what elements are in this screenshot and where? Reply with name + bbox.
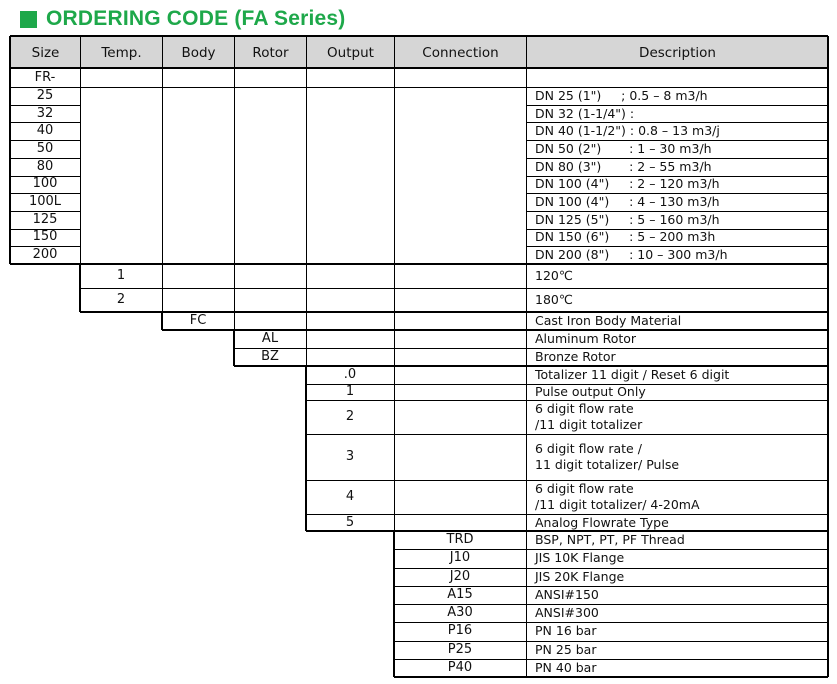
output-description: 6 digit flow rate /	[535, 441, 642, 456]
col-line	[827, 366, 829, 531]
col-line	[827, 264, 829, 312]
header-bottom-border	[10, 67, 828, 69]
col-line	[234, 68, 235, 264]
col-line	[306, 330, 307, 366]
rotor-code: BZ	[261, 349, 279, 364]
rotor-description: Bronze Rotor	[535, 349, 616, 364]
temp-code: 2	[116, 292, 126, 307]
col-line	[234, 312, 235, 330]
output-description: 6 digit flow rate	[535, 481, 634, 496]
connection-code: A15	[447, 586, 473, 602]
col-line	[526, 312, 527, 330]
header-divider	[394, 36, 395, 68]
header-divider	[234, 36, 235, 68]
size-description: DN 40 (1-1/2") : 0.8 – 13 m3/j	[535, 123, 720, 139]
rotor-description: Aluminum Rotor	[535, 331, 637, 346]
col-line	[162, 264, 163, 312]
col-line	[827, 68, 829, 264]
connection-description: PN 16 bar	[535, 623, 597, 639]
connection-description: JIS 20K Flange	[535, 568, 625, 584]
size-description: DN 100 (4") : 2 – 120 m3/h	[535, 176, 720, 192]
connection-code: A30	[447, 605, 473, 621]
output-code: 5	[345, 514, 355, 530]
col-line	[526, 330, 527, 366]
body-description: Cast Iron Body Material	[535, 313, 682, 328]
col-line	[234, 264, 235, 312]
header-divider	[162, 36, 163, 68]
col-line	[306, 68, 307, 264]
col-line	[526, 531, 527, 677]
size-description: DN 32 (1-1/4") :	[535, 105, 635, 121]
connection-code: J20	[449, 568, 471, 584]
connection-code: TRD	[446, 532, 474, 548]
col-line	[394, 366, 395, 531]
output-description: Totalizer 11 digit / Reset 6 digit	[535, 367, 730, 382]
connection-description: ANSI#300	[535, 605, 599, 621]
col-line	[393, 531, 395, 677]
col-line	[306, 264, 307, 312]
col-line	[526, 264, 527, 312]
row-line	[234, 348, 828, 349]
connection-description: PN 25 bar	[535, 641, 597, 657]
header-top-border	[10, 35, 828, 37]
output-code: 4	[345, 489, 355, 504]
connection-description: JIS 10K Flange	[535, 550, 625, 566]
connection-code: J10	[449, 550, 471, 566]
size-description: DN 100 (4") : 4 – 130 m3/h	[535, 194, 720, 210]
temp-description: 180℃	[535, 292, 573, 307]
row-line	[394, 676, 828, 678]
size-code: 25	[36, 87, 54, 103]
header-divider	[526, 36, 527, 68]
row-line	[80, 288, 828, 289]
size-prefix: FR-	[34, 69, 56, 85]
header-divider	[306, 36, 307, 68]
col-line	[233, 330, 235, 366]
output-description: 11 digit totalizer/ Pulse	[535, 457, 680, 472]
col-line	[526, 68, 527, 264]
output-code: .0	[343, 367, 357, 382]
col-line	[394, 68, 395, 264]
output-code: 1	[345, 384, 355, 399]
output-description: Analog Flowrate Type	[535, 514, 669, 530]
col-line	[79, 264, 81, 312]
rotor-code: AL	[261, 331, 279, 346]
connection-code: P40	[447, 659, 473, 675]
size-code: 80	[36, 158, 54, 174]
header-divider	[9, 36, 11, 68]
output-description: /11 digit totalizer	[535, 417, 643, 432]
size-code: 150	[32, 229, 58, 245]
col-line	[161, 312, 163, 330]
size-code: 200	[32, 247, 58, 263]
column-header-temp: Temp.	[81, 37, 162, 68]
col-line	[827, 531, 829, 677]
col-line	[162, 68, 163, 264]
size-description: DN 125 (5") : 5 – 160 m3/h	[535, 211, 720, 227]
col-line	[305, 366, 307, 531]
body-code: FC	[189, 313, 207, 328]
output-description: /11 digit totalizer/ 4-20mA	[535, 497, 700, 512]
column-header-size: Size	[11, 37, 80, 68]
column-header-connection: Connection	[395, 37, 526, 68]
page-title: ORDERING CODE (FA Series)	[46, 7, 346, 30]
col-line	[306, 312, 307, 330]
header-divider	[827, 36, 829, 68]
row-line	[306, 434, 828, 435]
output-code: 2	[345, 409, 355, 424]
output-code: 3	[345, 449, 355, 464]
col-line	[80, 68, 81, 264]
col-line	[827, 330, 829, 366]
column-header-rotor: Rotor	[235, 37, 306, 68]
connection-code: P16	[447, 623, 473, 639]
col-line	[827, 312, 829, 330]
column-header-body: Body	[163, 37, 234, 68]
col-line	[526, 366, 527, 531]
temp-code: 1	[116, 268, 126, 283]
size-code: 32	[36, 105, 54, 121]
size-code: 40	[36, 123, 54, 139]
col-line	[394, 330, 395, 366]
size-code: 100L	[28, 194, 62, 210]
size-code: 100	[32, 176, 58, 192]
col-line	[394, 312, 395, 330]
size-code: 50	[36, 140, 54, 156]
output-description: Pulse output Only	[535, 384, 646, 399]
size-code: 125	[32, 211, 58, 227]
col-line	[394, 264, 395, 312]
connection-code: P25	[447, 641, 473, 657]
size-description: DN 50 (2") : 1 – 30 m3/h	[535, 140, 712, 156]
connection-description: BSP, NPT, PT, PF Thread	[535, 532, 685, 548]
size-description: DN 150 (6") : 5 – 200 m3h	[535, 229, 716, 245]
size-description: DN 80 (3") : 2 – 55 m3/h	[535, 158, 712, 174]
column-header-description: Description	[527, 37, 828, 68]
connection-description: ANSI#150	[535, 586, 599, 602]
col-line	[9, 68, 11, 264]
temp-description: 120℃	[535, 268, 573, 283]
size-description: DN 25 (1") ; 0.5 – 8 m3/h	[535, 87, 708, 103]
output-description: 6 digit flow rate	[535, 401, 634, 416]
connection-description: PN 40 bar	[535, 659, 597, 675]
size-description: DN 200 (8") : 10 – 300 m3/h	[535, 247, 728, 263]
section-bottom	[10, 263, 828, 265]
header-divider	[80, 36, 81, 68]
column-header-output: Output	[307, 37, 394, 68]
